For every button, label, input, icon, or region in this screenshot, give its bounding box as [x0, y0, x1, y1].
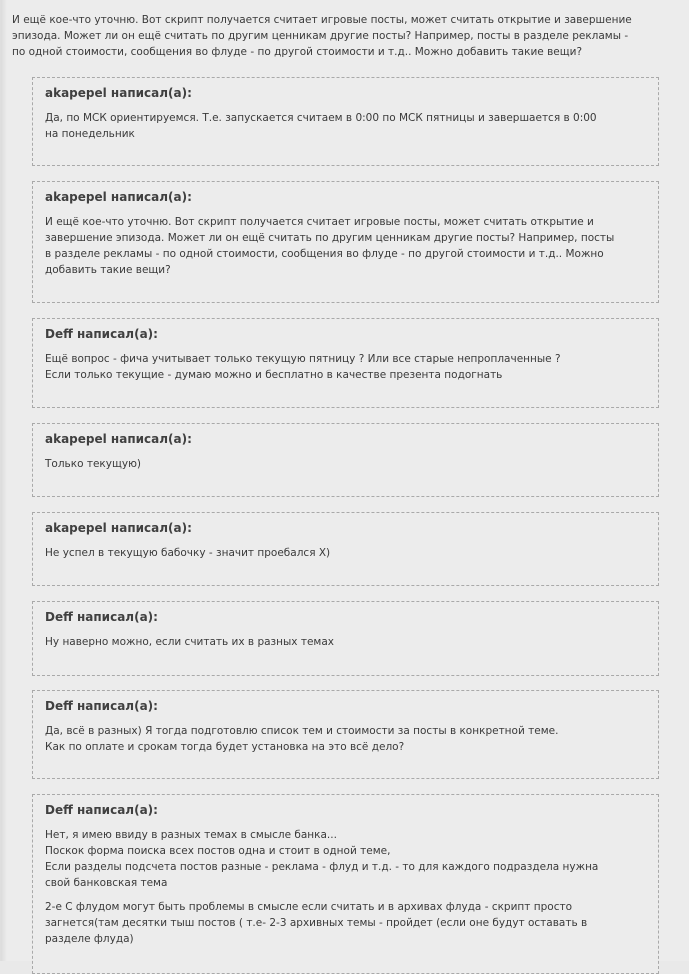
- quote-body: [45, 545, 646, 561]
- quote-paragraph: Не успел в текущую бабочку - значит проебался Х): [45, 547, 331, 559]
- quote-paragraph: И ещё кое-что уточню. Вот скрипт получается считает игровые посты, может считать открытие и завершение эпизода. Может ли он ещё считать по другим ценникам другие посты? Например, посты в разделе рекламы - по одной стоимости, сообщения во флуде - по другой стоимости и т.д.. Можно добавить такие вещи?: [45, 216, 615, 276]
- quote-author: Deff написал(а):: [45, 327, 158, 341]
- quote-block: [32, 512, 659, 586]
- quote-block: [32, 690, 659, 779]
- quote-paragraph: Только текущую): [45, 458, 142, 470]
- quote-author: Deff написал(а):: [45, 699, 158, 713]
- quote-paragraph: Ну наверно можно, если считать их в разных темах: [45, 636, 334, 648]
- quote-body: [45, 110, 646, 142]
- post-intro-text: И ещё кое-что уточню. Вот скрипт получается считает игровые посты, может считать открытие и завершение эпизода. Может ли он ещё считать по другим ценникам другие посты? Например, посты в разделе рекламы - по одной стоимости, сообщения во флуде - по другой стоимости и т.д.. Можно добавить такие вещи?: [12, 14, 632, 58]
- quote-block: [32, 423, 659, 497]
- quote-block: [32, 318, 659, 408]
- quote-body: [45, 723, 646, 755]
- quote-paragraph: Нет, я имею ввиду в разных темах в смысле банка... Поскок форма поиска всех постов одна и стоит в одной теме, Если разделы подсчета постов разные - реклама - флуд и т.д. - то для каждого подраздела нужна свой банковская тема: [45, 829, 599, 889]
- quote-paragraph: Да, по МСК ориентируемся. Т.е. запускается считаем в 0:00 по МСК пятницы и завершается в 0:00 на понедельник: [45, 112, 597, 140]
- quote-author: akapepel написал(а):: [45, 432, 192, 446]
- quote-author: akapepel написал(а):: [45, 86, 192, 100]
- quote-author: Deff написал(а):: [45, 803, 158, 817]
- quote-block: [32, 794, 659, 974]
- quote-body: [45, 634, 646, 650]
- quote-author: akapepel написал(а):: [45, 190, 192, 204]
- quote-block: [32, 601, 659, 676]
- quote-paragraph: Ещё вопрос - фича учитывает только текущую пятницу ? Или все старые непроплаченные ? Если только текущие - думаю можно и бесплатно в качестве презента подогнать: [45, 353, 561, 381]
- quote-paragraph: 2-е С флудом могут быть проблемы в смысле если считать и в архивах флуда - скрипт просто загнется(там десятки тыш постов ( т.е- 2-3 архивных темы - пройдет (если оне будут оставать в разделе флуда): [45, 901, 588, 945]
- quote-author: akapepel написал(а):: [45, 521, 192, 535]
- quote-body: [45, 351, 646, 383]
- quote-paragraph: Да, всё в разных) Я тогда подготовлю список тем и стоимости за посты в конкретной теме. Как по оплате и срокам тогда будет установка на это всё дело?: [45, 725, 559, 753]
- quote-body: [45, 827, 646, 947]
- quote-body: [45, 456, 646, 472]
- quote-author: Deff написал(а):: [45, 610, 158, 624]
- quote-block: [32, 77, 659, 166]
- quote-body: [45, 214, 646, 278]
- quote-block: [32, 181, 659, 303]
